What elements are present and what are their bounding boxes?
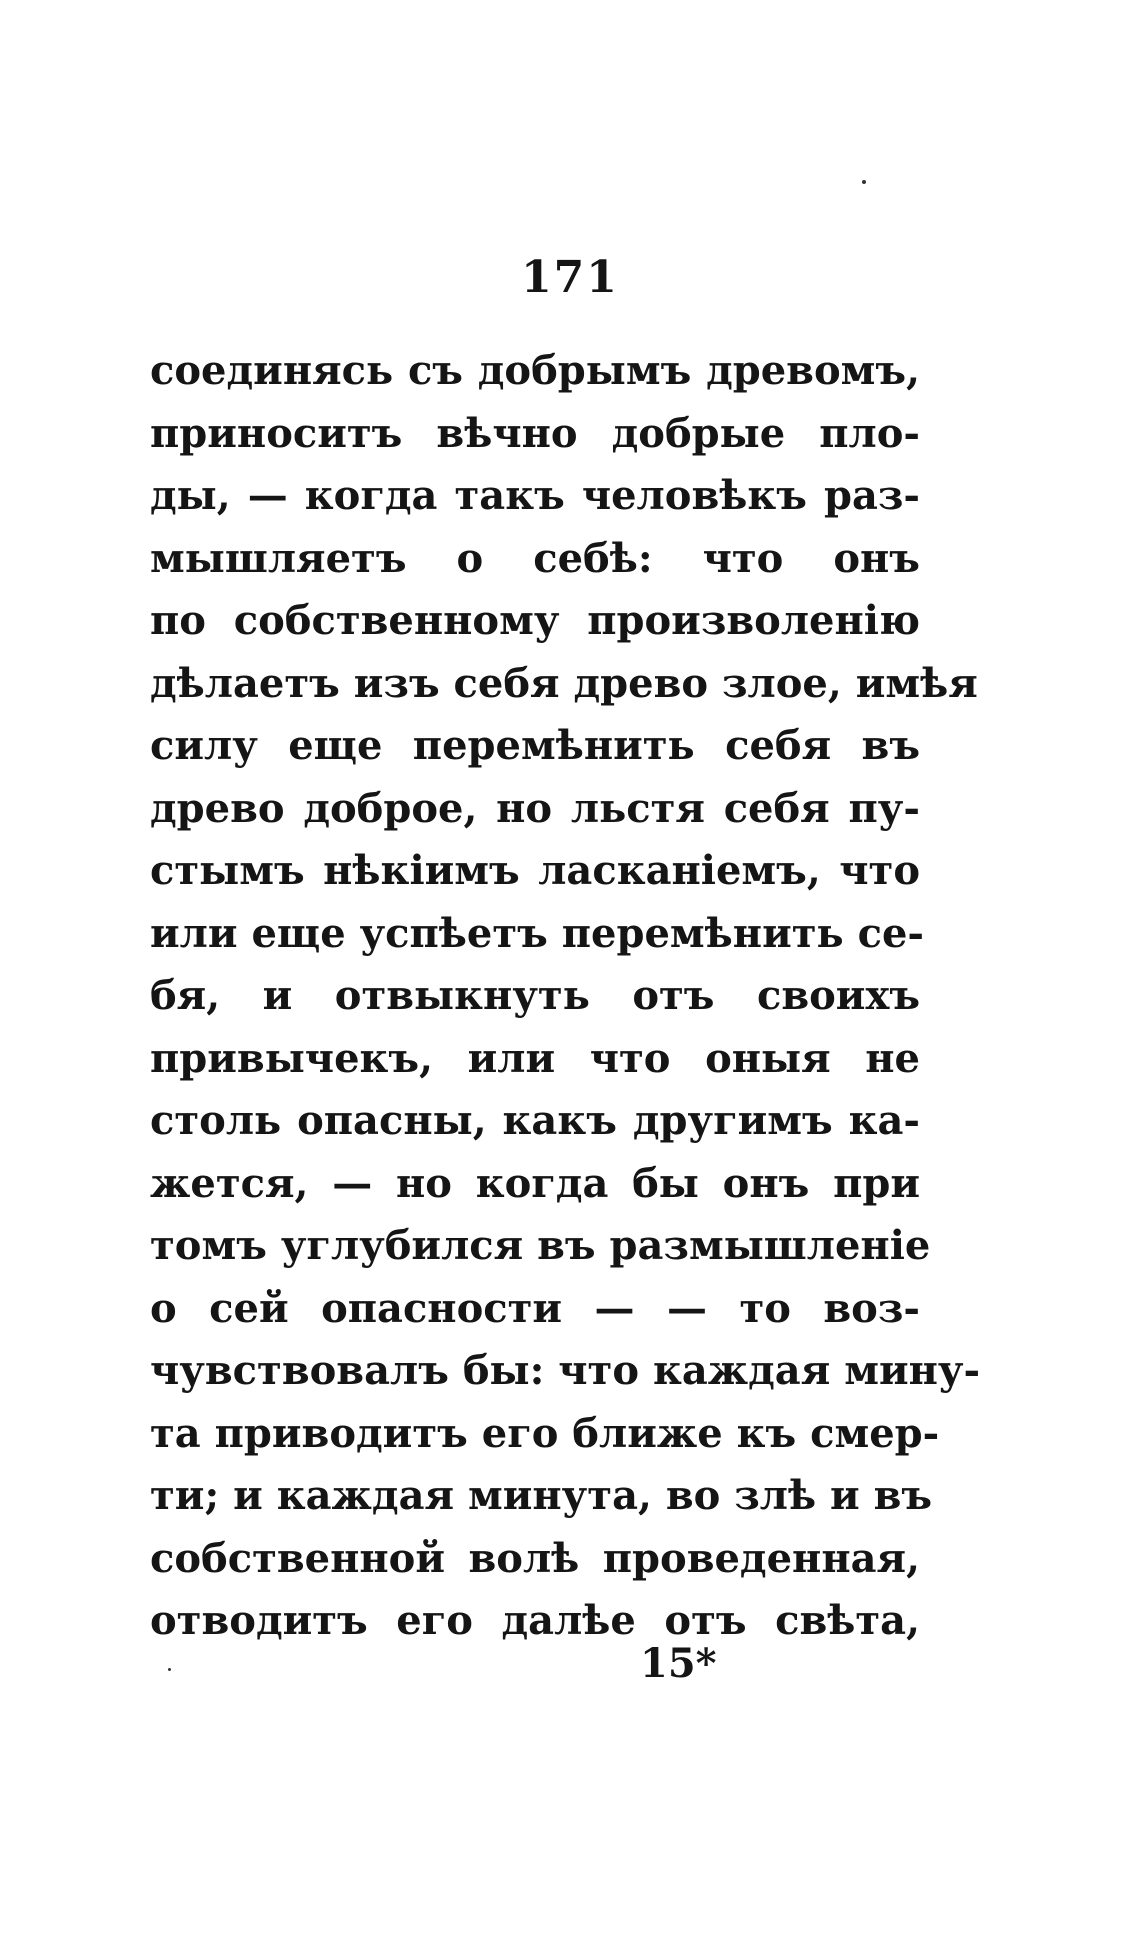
signature-mark: 15* [640, 1640, 717, 1687]
text-line: жется, — но когда бы онъ при [150, 1159, 920, 1207]
text-line: отводитъ его далѣе отъ свѣта, [150, 1597, 920, 1644]
text-line: собственной волѣ проведенная, [150, 1534, 920, 1582]
text-line: или еще успѣетъ перемѣнить се- [150, 909, 925, 957]
ink-speck [862, 180, 866, 184]
text-line: о сей опасности — — то воз- [150, 1284, 920, 1332]
text-line: та приводитъ его ближе къ смер- [150, 1409, 940, 1457]
text-line: ды, — когда такъ человѣкъ раз- [150, 472, 920, 519]
text-line: мышляетъ о себѣ: что онъ [150, 534, 920, 582]
text-line: силу еще перемѣнить себя въ [150, 722, 920, 769]
page-number: 171 [521, 252, 619, 303]
text-line: чувствовалъ бы: что каждая мину- [150, 1347, 981, 1394]
body-text [150, 340, 981, 1653]
text-line: приноситъ вѣчно добрые пло- [150, 409, 920, 457]
text-line: древо доброе, но льстя себя пу- [150, 784, 920, 832]
text-line: столь опасны, какъ другимъ ка- [150, 1097, 920, 1144]
text-line: привычекъ, или что оныя не [150, 1034, 920, 1082]
text-line: по собственному произволенію [150, 597, 920, 644]
text-line: стымъ нѣкіимъ ласканіемъ, что [150, 847, 920, 894]
text-line: ти; и каждая минута, во злѣ и въ [150, 1472, 933, 1519]
text-line: соединясь съ добрымъ древомъ, [150, 347, 920, 394]
text-line: бя, и отвыкнуть отъ своихъ [150, 972, 920, 1019]
ink-speck [168, 1668, 171, 1671]
text-line: дѣлаетъ изъ себя древо злое, имѣя [150, 659, 978, 707]
text-line: томъ углубился въ размышленіе [150, 1222, 931, 1269]
